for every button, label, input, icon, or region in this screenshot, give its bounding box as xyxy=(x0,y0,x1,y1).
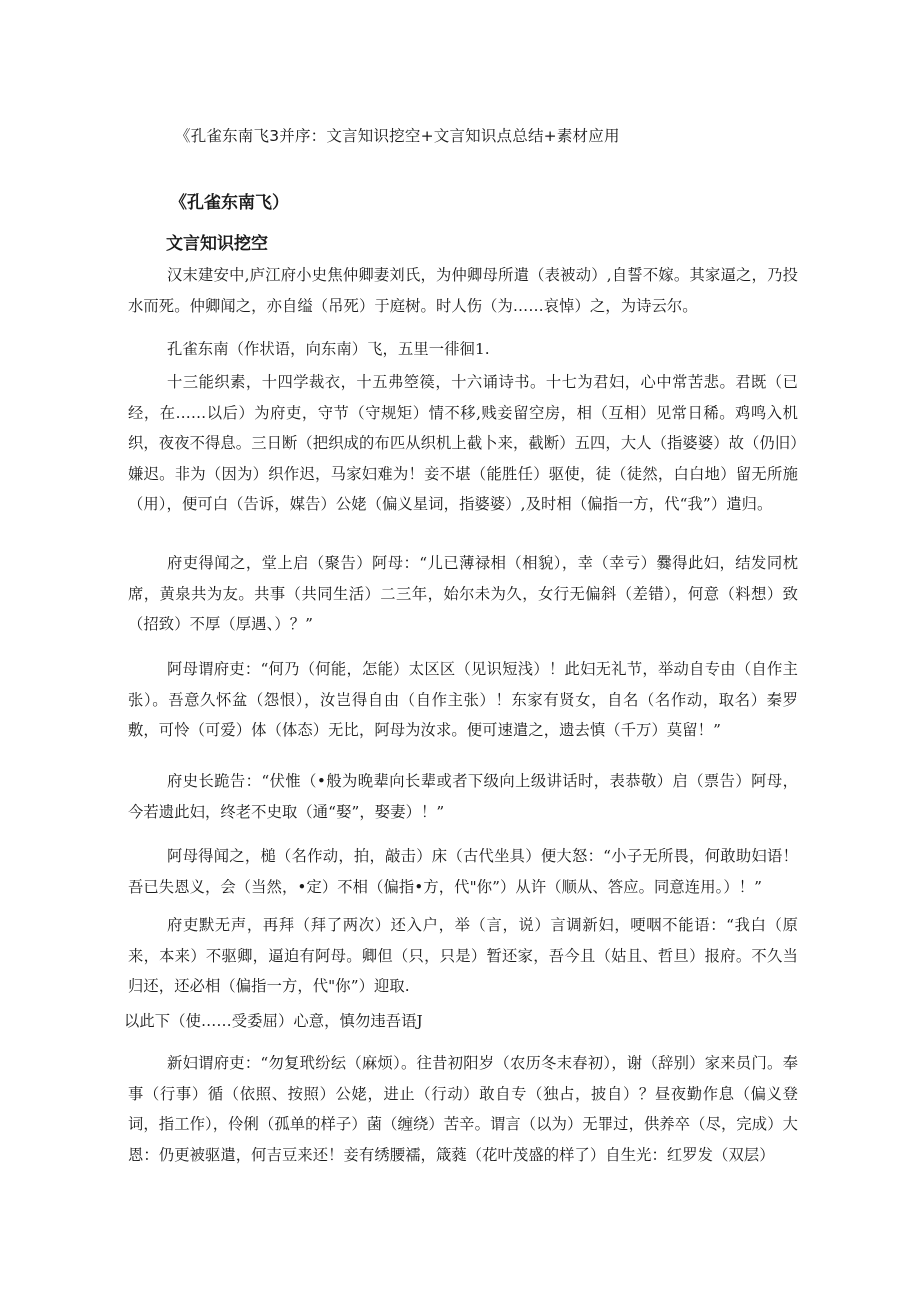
paragraph-fuli-to-wife: 府吏默无声，再拜（拜了两次）还入户，举（言，说）言调新妇，哽咽不能语：“我白（原来，本来）不驱卿，逼迫有阿母。卿但（只，只是）暂还家，吾今且（姑且、哲旦）报府。不久当归还，还必相（偏指一方，代"你”）迎取. xyxy=(128,916,798,995)
subsection-title: 文言知识挖空 xyxy=(166,234,268,254)
paragraph-opening-line: 孔雀东南（作状语，向东南）飞，五里一徘徊1. xyxy=(167,340,490,358)
paragraph-fuli-kneels: 府史长跪告：“伏惟（•般为晚辈向长辈或者下级向上级讲话时，表恭敬）启（票告）阿母，今若遗此妇，终老不史取（通“娶”，娶妻）！” xyxy=(128,772,798,821)
paragraph-mother-reply: 阿母谓府吏：“何乃（何能，怎能）太区区（见识短浅）！此妇无礼节，举动自专由（自作主张）。吾意久怀盆（怨恨），汝岂得自由（自作主张）！东家有贤女，自名（名作动，取名）秦罗敷，可怜（可爱）体（体态）无比，阿母为汝求。便可速遣之，遗去慎（千万）莫留！” xyxy=(128,660,798,739)
paragraph-wife-reply: 新妇谓府吏：“勿复玳纷纭（麻烦）。往昔初阳岁（农历冬末春初），谢（辞别）家来员门。奉事（行事）循（依照、按照）公姥，进止（行动）敢自专（独占，披自）？昼夜勤作息（偏义登词，指工作），伶俐（孤单的样子）菌（缠绕）苦辛。谓言（以为）无罪过，供养卒（尽，完成）大恩：仍更被驱遣，何吉豆来还！妾有绣腰襦，箴蕤（花叶茂盛的样了）自生光：红罗发（双层） xyxy=(128,1054,798,1164)
paragraph-preface: 汉末建安中,庐江府小史焦仲卿妻刘氏，为仲卿母所遣（表被动）,自誓不嫁。其家逼之，乃投水而死。仲卿闻之，亦自缢（吊死）于庭树。时人伤（为……哀悼）之，为诗云尔。 xyxy=(128,266,798,315)
paragraph-liu-lanzhi-speech: 十三能织素，十四学裁衣，十五弗箜篌，十六诵诗书。十七为君妇，心中常苦悲。君既（已经，在……以后）为府吏，守节（守规矩）情不移,贱妾留空房，相（互相）见常日稀。鸡鸣入机织，夜夜不得息。三日断（把织成的布匹从织机上截卜来，截断）五四，大人（指婆婆）故（仍旧）嫌迟。非为（因为）织作迟，马家妇难为！妾不堪（能胜任）驱使，徒（徒然，白白地）留无所施（用），便可白（告诉，媒告）公姥（偏义星词，指婆婆）,及时相（偏指一方，代“我”）遣归。 xyxy=(128,373,798,513)
paragraph-continuation: 以此下（使……受委屈）心意，慎勿违吾语J xyxy=(124,1012,423,1030)
paragraph-fuli-to-mother: 府吏得闻之，堂上启（聚告）阿母：“儿已薄禄相（相貌），幸（幸亏）爨得此妇，结发同枕席，黄泉共为友。共事（共同生活）二三年，始尔未为久，女行无偏斜（差错），何意（料想）致（招致）不厚（厚遇、）？” xyxy=(128,554,798,633)
document-title: 《孔雀东南飞3并序：文言知识挖空+文言知识点总结+素材应用 xyxy=(175,127,620,145)
paragraph-mother-angry: 阿母得闻之，槌（名作动，拍，敲击）床（古代坐具）便大怒：“小子无所畏，何敢助妇语！吾已失恩义，会（当然，•定）不相（偏指•方，代"你”）从许（顺从、答应。同意连用。）！” xyxy=(128,847,798,896)
section-title: 《孔雀东南飞） xyxy=(170,193,289,213)
